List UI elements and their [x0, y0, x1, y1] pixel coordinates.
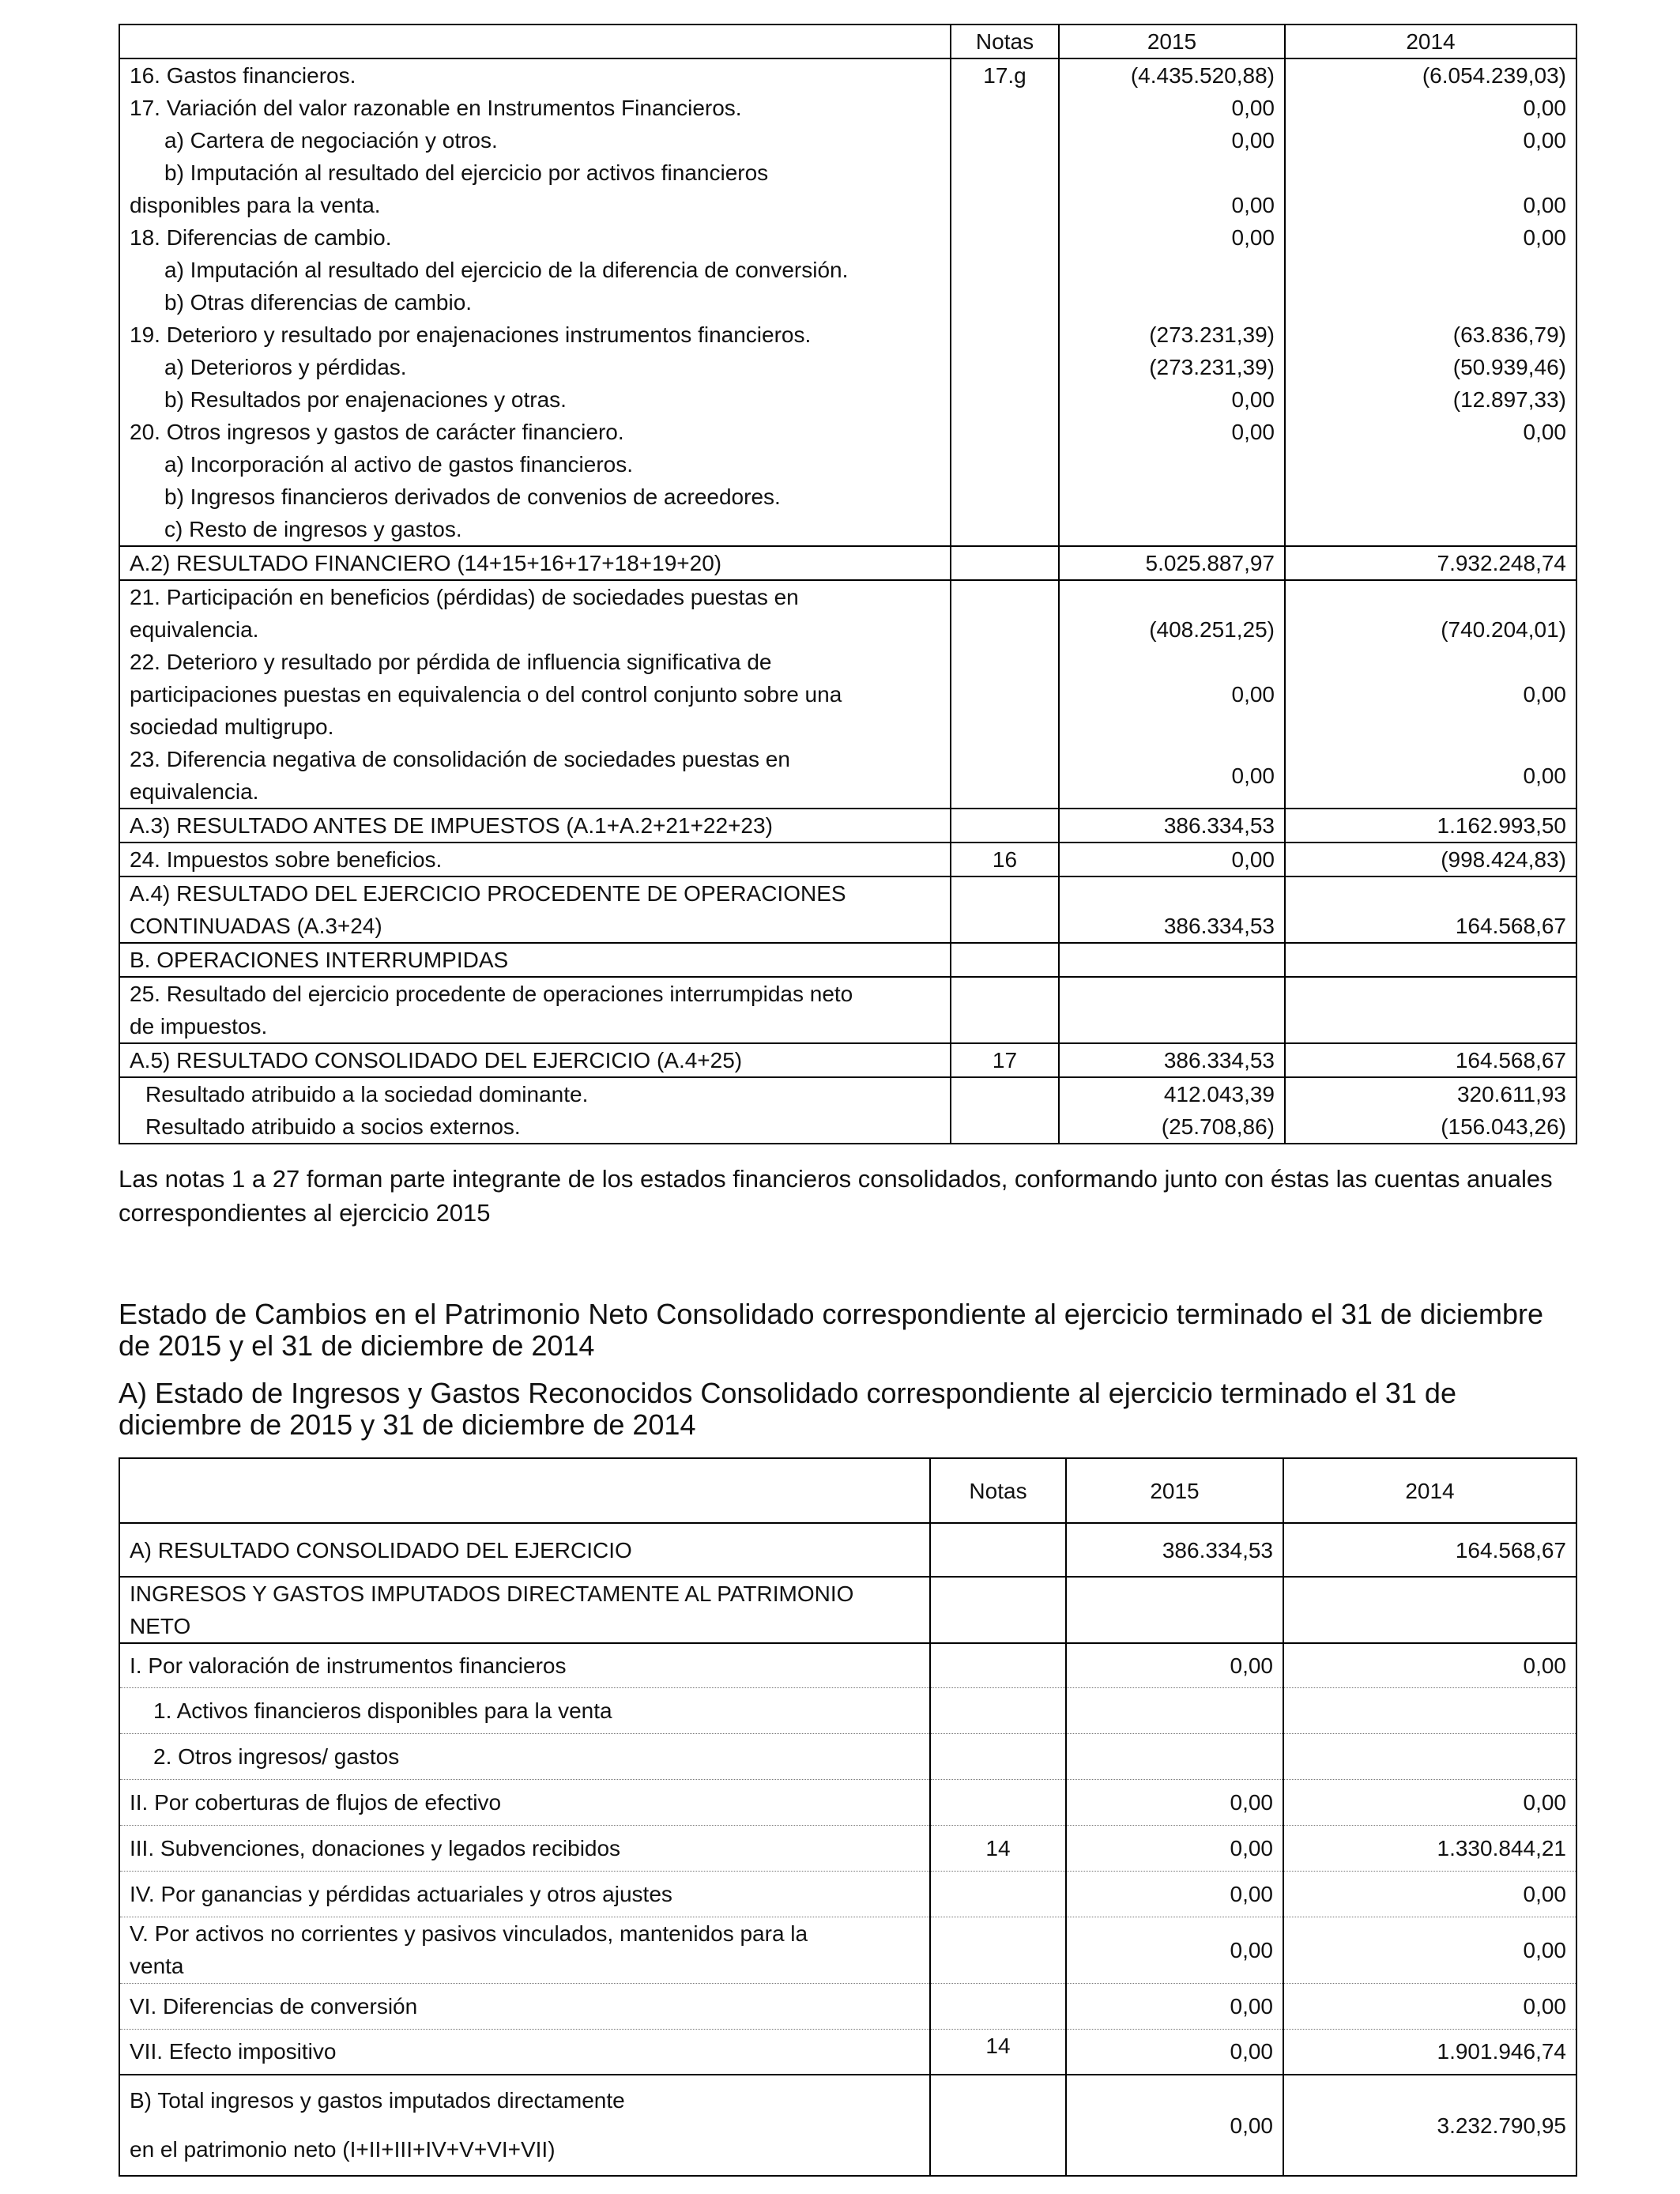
table-row: a) Deterioros y pérdidas. (273.231,39) (50.939,46)	[119, 351, 1576, 383]
header-notes: Notas	[951, 25, 1059, 58]
table-row: a) Imputación al resultado del ejercicio de la diferencia de conversión.	[119, 254, 1576, 286]
table-row: 17. Variación del valor razonable en Instrumentos Financieros. 0,00 0,00	[119, 92, 1576, 124]
header-2015: 2015	[1066, 1458, 1283, 1523]
table-row: 22. Deterioro y resultado por pérdida de influencia significativa de participaciones puestas en equivalencia o del control conjunto sobre una sociedad multigrupo. 0,00 0,00	[119, 646, 1576, 743]
table-row: A.3) RESULTADO ANTES DE IMPUESTOS (A.1+A.2+21+22+23) 386.334,53 1.162.993,50	[119, 809, 1576, 843]
subsection-heading: A) Estado de Ingresos y Gastos Reconocidos Consolidado correspondiente al ejercicio terminado el 31 de diciembre de 2015 y 31 de diciembre de 2014	[119, 1377, 1456, 1441]
table-row: 18. Diferencias de cambio. 0,00 0,00	[119, 221, 1576, 254]
table-row: I. Por valoración de instrumentos financieros 0,00 0,00	[119, 1643, 1576, 1687]
header-notes: Notas	[930, 1458, 1066, 1523]
table-row: 24. Impuestos sobre beneficios. 16 0,00 (998.424,83)	[119, 843, 1576, 876]
table-row: 20. Otros ingresos y gastos de carácter financiero. 0,00 0,00	[119, 416, 1576, 448]
table-row: Resultado atribuido a la sociedad dominante. 412.043,39 320.611,93	[119, 1077, 1576, 1110]
table-row: 1. Activos financieros disponibles para la venta	[119, 1687, 1576, 1733]
header-2015: 2015	[1059, 25, 1285, 58]
table-row: A) RESULTADO CONSOLIDADO DEL EJERCICIO 386.334,53 164.568,67	[119, 1523, 1576, 1577]
footnote: Las notas 1 a 27 forman parte integrante de los estados financieros consolidados, conformando junto con éstas las cuentas anuales correspondientes al ejercicio 2015	[119, 1165, 1553, 1227]
table-row: b) Imputación al resultado del ejercicio por activos financieros disponibles para la venta. 0,00 0,00	[119, 156, 1576, 221]
table-row: II. Por coberturas de flujos de efectivo 0,00 0,00	[119, 1779, 1576, 1825]
table-row: VII. Efecto impositivo 14 0,00 1.901.946,74	[119, 2029, 1576, 2075]
table-row: Resultado atribuido a socios externos. (25.708,86) (156.043,26)	[119, 1110, 1576, 1144]
table-row: A.2) RESULTADO FINANCIERO (14+15+16+17+18+19+20) 5.025.887,97 7.932.248,74	[119, 546, 1576, 580]
table-row: b) Resultados por enajenaciones y otras. 0,00 (12.897,33)	[119, 383, 1576, 416]
table-row: A.4) RESULTADO DEL EJERCICIO PROCEDENTE DE OPERACIONES CONTINUADAS (A.3+24) 386.334,53 164.568,67	[119, 876, 1576, 943]
table-row: 21. Participación en beneficios (pérdidas) de sociedades puestas en equivalencia. (408.251,25) (740.204,01)	[119, 580, 1576, 646]
table-header-row	[119, 25, 1576, 58]
total-row: B) Total ingresos y gastos imputados directamente en el patrimonio neto (I+II+III+IV+V+VI+VII) 0,00 3.232.790,95	[119, 2075, 1576, 2176]
table-row: V. Por activos no corrientes y pasivos vinculados, mantenidos para la venta 0,00 0,00	[119, 1917, 1576, 1983]
income-statement-table	[119, 24, 1577, 1144]
section-row: INGRESOS Y GASTOS IMPUTADOS DIRECTAMENTE AL PATRIMONIO NETO	[119, 1577, 1576, 1643]
section-heading: Estado de Cambios en el Patrimonio Neto Consolidado correspondiente al ejercicio terminado el 31 de diciembre de 2015 y el 31 de diciembre de 2014	[119, 1298, 1544, 1362]
table-row: a) Cartera de negociación y otros. 0,00 0,00	[119, 124, 1576, 156]
header-2014: 2014	[1283, 1458, 1576, 1523]
table-row: A.5) RESULTADO CONSOLIDADO DEL EJERCICIO (A.4+25) 17 386.334,53 164.568,67	[119, 1043, 1576, 1077]
table-row: b) Otras diferencias de cambio.	[119, 286, 1576, 319]
table-row: 19. Deterioro y resultado por enajenaciones instrumentos financieros. (273.231,39) (63.836,79)	[119, 319, 1576, 351]
table-header-row	[119, 1458, 1576, 1523]
table-row: 2. Otros ingresos/ gastos	[119, 1733, 1576, 1779]
recognized-income-table	[119, 1457, 1577, 2177]
table-row: III. Subvenciones, donaciones y legados recibidos 14 0,00 1.330.844,21	[119, 1825, 1576, 1871]
header-2014: 2014	[1285, 25, 1576, 58]
table-row: 16. Gastos financieros. 17.g (4.435.520,88) (6.054.239,03)	[119, 58, 1576, 92]
table-row: VI. Diferencias de conversión 0,00 0,00	[119, 1983, 1576, 2029]
table-row: c) Resto de ingresos y gastos.	[119, 513, 1576, 546]
table-row: b) Ingresos financieros derivados de convenios de acreedores.	[119, 481, 1576, 513]
table-row: a) Incorporación al activo de gastos financieros.	[119, 448, 1576, 481]
table-row: IV. Por ganancias y pérdidas actuariales y otros ajustes 0,00 0,00	[119, 1871, 1576, 1917]
table-row: 25. Resultado del ejercicio procedente de operaciones interrumpidas neto de impuestos.	[119, 977, 1576, 1043]
table-row: B. OPERACIONES INTERRUMPIDAS	[119, 943, 1576, 977]
table-row: 23. Diferencia negativa de consolidación de sociedades puestas en equivalencia. 0,00 0,00	[119, 743, 1576, 809]
